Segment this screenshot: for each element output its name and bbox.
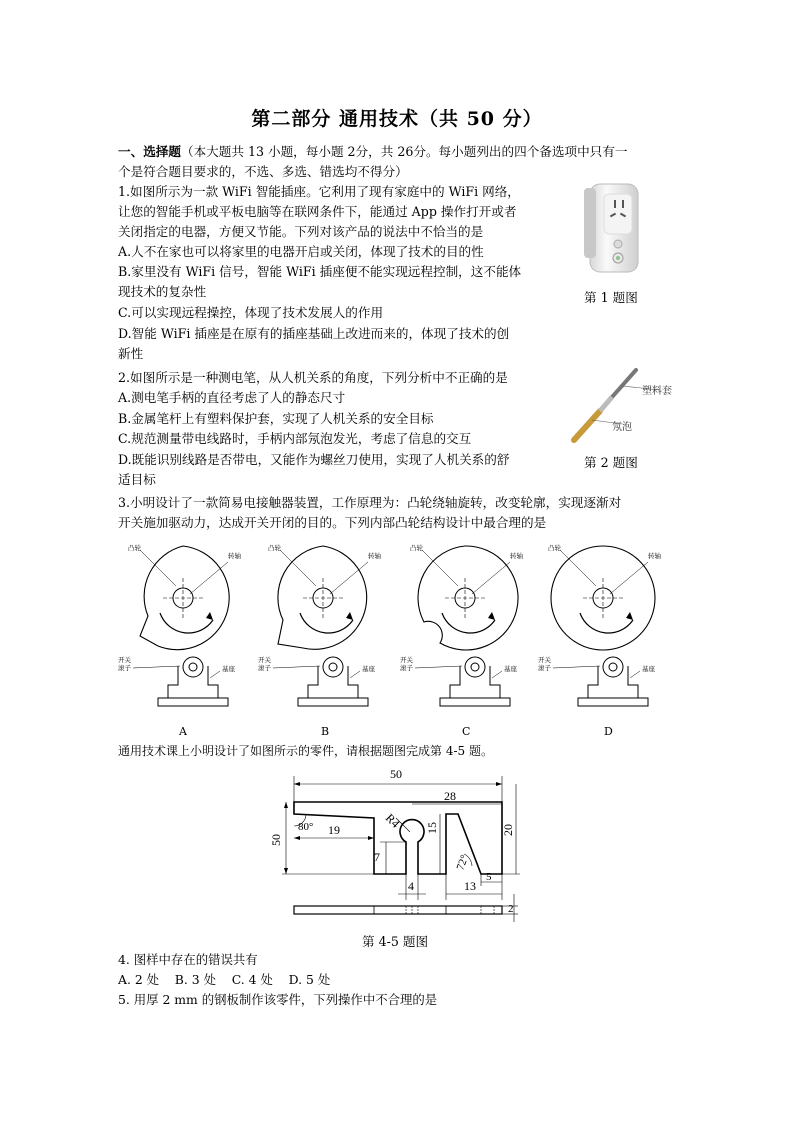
q2-option-d-cont: 适目标	[118, 472, 156, 487]
q1-line: 1.如图所示为一款 WiFi 智能插座。它利用了现有家庭中的 WiFi 网络，	[118, 184, 520, 199]
q1-line: 让您的智能手机或平板电脑等在联网条件下，能通过 App 操作打开或者	[118, 204, 517, 219]
label-cam: 凸轮	[548, 544, 561, 552]
q2-figure-caption: 第 2 题图	[584, 455, 638, 470]
label-switch: 开关	[118, 656, 131, 664]
q1-option-a: A.人不在家也可以将家里的电器开启或关闭，体现了技术的目的性	[118, 244, 484, 259]
q4-options: A. 2 处 B. 3 处 C. 4 处 D. 5 处	[118, 972, 331, 987]
q2-option-d: D.既能识别线路是否带电，又能作为螺丝刀使用，实现了人机关系的舒	[118, 452, 510, 467]
label-shaft: 转轴	[368, 552, 381, 560]
q1-figure-caption: 第 1 题图	[584, 290, 638, 305]
label-switch: 开关	[258, 656, 271, 664]
dim-13: 13	[464, 879, 476, 893]
label-cam: 凸轮	[410, 544, 423, 552]
dim-5: 5	[486, 871, 492, 883]
dim-2: 2	[508, 903, 514, 915]
label-base: 基座	[222, 665, 235, 673]
q5-question: 5. 用厚 2 mm 的钢板制作该零件，下列操作中不合理的是	[118, 992, 438, 1007]
dim-7: 7	[374, 850, 380, 864]
cam-diagrams	[118, 538, 678, 738]
option-d-label: D	[604, 725, 613, 738]
label-shaft: 转轴	[228, 552, 241, 560]
page-title: 第二部分 通用技术（共 50 分）	[251, 108, 543, 130]
dim-28: 28	[444, 789, 456, 803]
dim-angle-72: 72°	[454, 853, 472, 872]
label-neon-bulb: 氖泡	[612, 422, 632, 433]
label-switch: 开关	[400, 656, 413, 664]
label-base: 基座	[362, 665, 375, 673]
label-shaft: 转轴	[510, 552, 523, 560]
label-roller: 滚子	[538, 664, 551, 672]
q1-option-b: B.家里没有 WiFi 信号，智能 WiFi 插座便不能实现远程控制，这不能体	[118, 264, 522, 279]
q2-option-c: C.规范测量带电线路时，手柄内部氖泡发光，考虑了信息的交互	[118, 431, 472, 446]
q45-intro: 通用技术课上小明设计了如图所示的零件，请根据题图完成第 4-5 题。	[118, 744, 493, 758]
cam-option-a	[133, 546, 229, 706]
section-desc-2: 个是符合题目要求的，不选、多选、错选均不得分）	[118, 163, 408, 179]
q45-figure-caption: 第 4-5 题图	[362, 934, 429, 949]
dim-r4: R4	[382, 810, 403, 831]
option-a-label: A	[179, 725, 187, 738]
q1-option-c: C.可以实现远程操控，体现了技术发展人的作用	[118, 305, 384, 320]
test-pen-image	[566, 368, 676, 448]
part-drawing	[268, 762, 528, 922]
dim-4: 4	[408, 879, 414, 893]
q4-question: 4. 图样中存在的错误共有	[118, 952, 258, 967]
section-label: 一、选择题	[118, 144, 181, 159]
dim-20: 20	[501, 824, 515, 836]
dim-15: 15	[425, 822, 439, 834]
section-desc-1: （本大题共 13 小题，每小题 2分，共 26分。每小题列出的四个备选项中只有一	[180, 144, 628, 159]
option-b-label: B	[321, 725, 330, 738]
label-cam: 凸轮	[268, 544, 281, 552]
q2-option-a: A.测电笔手柄的直径考虑了人的静态尺寸	[118, 390, 346, 405]
smart-plug-image	[582, 182, 644, 278]
cam-option-d	[551, 546, 655, 706]
label-cam: 凸轮	[128, 544, 141, 552]
q1-line: 关闭指定的电器，方便又节能。下列对该产品的说法中不恰当的是	[118, 224, 484, 239]
q1-option-b-cont: 现技术的复杂性	[118, 284, 207, 299]
cam-option-c	[415, 546, 518, 706]
q2-line: 2.如图所示是一种测电笔，从人机关系的角度，下列分析中不正确的是	[118, 370, 508, 385]
dim-top-50: 50	[390, 767, 402, 781]
section-header	[118, 142, 678, 182]
label-shaft: 转轴	[648, 552, 661, 560]
label-switch: 开关	[538, 656, 551, 664]
label-base: 基座	[504, 665, 517, 673]
q2-option-b: B.金属笔杆上有塑料保护套，实现了人机关系的安全目标	[118, 411, 434, 426]
option-c-label: C	[462, 725, 471, 738]
label-base: 基座	[642, 665, 655, 673]
label-roller: 滚子	[400, 664, 413, 672]
label-plastic-sleeve: 塑料套	[642, 386, 672, 397]
dim-left-50: 50	[269, 834, 283, 846]
dim-19: 19	[328, 823, 340, 837]
q3-line: 3.小明设计了一款简易电接触器装置，工作原理为：凸轮绕轴旋转，改变轮廓，实现逐渐对	[118, 495, 622, 510]
label-roller: 滚子	[118, 664, 131, 672]
q1-option-d-cont: 新性	[118, 346, 144, 361]
dim-angle-80: 80°	[298, 821, 314, 833]
label-roller: 滚子	[258, 664, 271, 672]
cam-option-b	[273, 546, 368, 706]
q1-option-d: D.智能 WiFi 插座是在原有的插座基础上改进而来的，体现了技术的创	[118, 326, 510, 341]
q3-line: 开关施加驱动力，达成开关开闭的目的。下列内部凸轮结构设计中最合理的是	[118, 515, 547, 530]
